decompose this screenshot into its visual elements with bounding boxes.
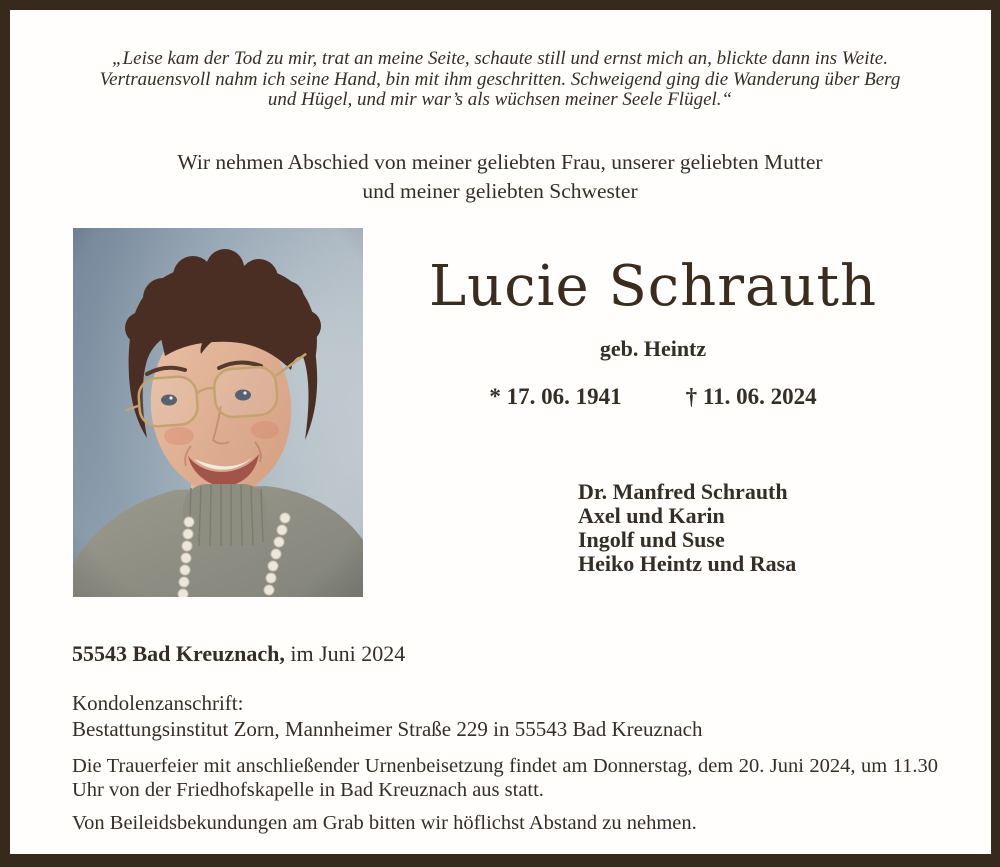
deceased-name: Lucie Schrauth [428, 254, 878, 319]
mourners-list [578, 480, 796, 576]
birth-date: * 17. 06. 1941 [489, 383, 622, 409]
life-dates [368, 384, 938, 410]
condolence-label: Kondolenzanschrift: [72, 691, 244, 715]
closing-note: Von Beileidsbekundungen am Grab bitten wir höflichst Abstand zu nehmen. [72, 812, 697, 834]
memorial-quote [40, 49, 960, 111]
announcement-line-1: Wir nehmen Abschied von meiner geliebten Frau, unserer geliebten Mutter [177, 150, 823, 174]
condolence-address: Bestattungsinstitut Zorn, Mannheimer Straße 229 in 55543 Bad Kreuznach [72, 716, 703, 741]
funeral-details: Die Trauerfeier mit anschließender Urnenbeisetzung findet am Donnerstag, dem 20. Juni 2024, um 11.30 Uhr von der Friedhofskapelle in Bad Kreuznach aus statt. [72, 755, 938, 801]
mourner-4: Heiko Heintz und Rasa [578, 551, 797, 576]
date-label: im Juni 2024 [284, 641, 406, 666]
portrait-illustration [73, 228, 363, 597]
deceased-info [368, 256, 938, 410]
death-date: † 11. 06. 2024 [685, 383, 817, 409]
photo-vignette [73, 228, 363, 597]
mourner-3: Ingolf und Suse [578, 527, 725, 552]
place-label: 55543 Bad Kreuznach, [72, 641, 285, 666]
mourner-2: Axel und Karin [578, 503, 725, 528]
farewell-announcement [60, 148, 940, 205]
portrait-photo [73, 228, 363, 597]
maiden-name: geb. Heintz [599, 335, 707, 361]
quote-line-1: „Leise kam der Tod zu mir, trat an meine Seite, schaute still und ernst mich an, blickte dann ins Weite. [112, 48, 888, 69]
announcement-line-2: und meiner geliebten Schwester [362, 178, 638, 203]
mourner-1: Dr. Manfred Schrauth [578, 479, 788, 504]
quote-line-2: Vertrauensvoll nahm ich seine Hand, bin mit ihm geschritten. Schweigend ging die Wanderung über Berg [99, 68, 901, 90]
place-and-date [72, 641, 405, 667]
condolence-address-block [72, 691, 702, 742]
quote-line-3: und Hügel, und mir war’s als wüchsen meiner Seele Flügel.“ [267, 89, 733, 110]
